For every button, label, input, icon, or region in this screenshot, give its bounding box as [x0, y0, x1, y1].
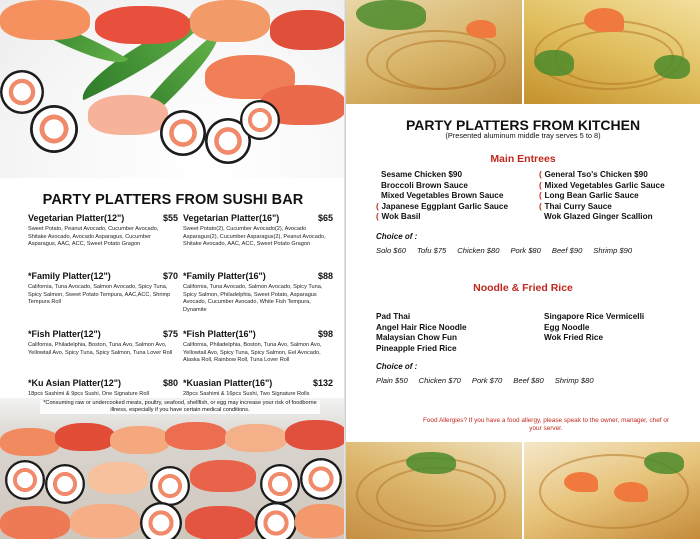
noodle-dish-photo-bottom-right: [524, 442, 700, 539]
dish-item: Broccoli Brown Sauce: [381, 180, 468, 190]
pepper-icon: (: [376, 212, 379, 222]
price-option: Shrimp $90: [593, 246, 633, 255]
platter-price: $80: [162, 378, 178, 388]
platter-name: *Fish Platter(12"): [28, 329, 101, 339]
sushi-bar-page: [0, 0, 346, 539]
platter-item: [183, 378, 333, 399]
platter-name: *Kuasian Platter(16"): [183, 378, 273, 388]
platter-price: $132: [312, 378, 333, 388]
dish-item: Egg Noodle: [544, 322, 590, 332]
sushi-bar-title: PARTY PLATTERS FROM SUSHI BAR: [42, 192, 304, 208]
platter-description: Sweet Potato(2), Cucumber Avocado(2), Avocado Asparagus(2), Cucumber Asparagus(2), Peanut Avocado, Shitake Avocado, AAC, ACC, Sweet Potato Gragon: [183, 226, 326, 248]
dish-item: Singapore Rice Vermicelli: [544, 312, 645, 321]
dish-item: Wok Glazed Ginger Scallion: [544, 212, 653, 222]
platter-description: 28pcs Sashimi & 16pcs Sushi, Two Signature Rolls: [183, 391, 310, 397]
kitchen-subtitle: (Presented aluminum middle tray serves 5 to 8): [445, 131, 601, 140]
pepper-icon: (: [539, 201, 542, 211]
kitchen-title: PARTY PLATTERS FROM KITCHEN: [405, 117, 641, 133]
price-option: Pork $70: [471, 376, 503, 385]
platter-item: [183, 271, 333, 324]
noodle-rice-left: [376, 312, 467, 354]
price-option: Chicken $70: [418, 376, 461, 385]
dish-item: Mixed Vegetables Brown Sauce: [381, 191, 504, 201]
platter-description: California, Tuna Avocado, Salmon Avocado, Spicy Tuna, Spicy Salmon, Sweet Potato Tempura, AAC,ACC, Shrimp Tempura Roll: [28, 284, 171, 306]
main-entrees-left: [376, 170, 508, 223]
platter-price: $98: [317, 329, 333, 339]
price-option: Plain $50: [376, 376, 408, 385]
main-entrees-heading: Main Entrees: [490, 153, 556, 165]
platter-description: Sweet Potato, Peanut Avocado, Cucumber Avocado, Shitake Avocado, Avocado Asparagus, Cucumber Asparagus, AAC, ACC, Sweet Potato Gragon: [28, 226, 159, 248]
platter-item: [183, 213, 333, 266]
sushi-column-right: [183, 213, 333, 404]
pepper-icon: (: [376, 201, 379, 211]
price-option: Tofu $75: [416, 246, 447, 255]
entree-choice-label: Choice of :: [376, 232, 418, 241]
platter-description: California, Tuna Avocado, Salmon Avocado, Spicy Tuna, Spicy Salmon, Philadelphia, Sweet Potato, Asparagus Avocado, Cucumber Avocado, White Fish Tempura, Dynamite: [183, 284, 323, 313]
dish-item: Angel Hair Rice Noodle: [376, 322, 467, 332]
platter-name: *Ku Asian Platter(12"): [28, 378, 121, 388]
platter-price: $88: [317, 271, 333, 281]
platter-price: $55: [162, 213, 178, 223]
platter-item: [28, 378, 178, 399]
sushi-platter-photo-bottom: [0, 398, 346, 539]
platter-name: *Family Platter(16"): [183, 271, 266, 281]
price-option: Pork $80: [510, 246, 541, 255]
platter-name: Vegetarian Platter(12"): [28, 213, 125, 223]
dish-item: Pad Thai: [376, 312, 411, 321]
price-option: Beef $90: [551, 246, 583, 255]
noodle-dish-photo-bottom-left: [346, 442, 522, 539]
noodle-dish-photo-top-right: [524, 0, 700, 104]
pepper-icon: (: [539, 170, 542, 179]
price-option: Beef $80: [513, 376, 544, 385]
platter-item: [183, 329, 333, 373]
platter-description: 18pcs Sashimi & 9pcs Sushi, One Signature Roll: [28, 391, 149, 397]
pepper-icon: (: [539, 180, 542, 190]
noodle-rice-heading: Noodle & Fried Rice: [473, 282, 573, 294]
platter-description: California, Philadelphia, Boston, Tuna Avo, Salmon Avo, Yellowtail Avo, Spicy Tuna, Spicy Salmon, Tuna Lover Roll: [28, 342, 173, 356]
sushi-platter-photo-top: [0, 0, 346, 178]
food-allergy-notice: Food Allergies? If you have a food allergy, please speak to the owner, manager, chef or your server.: [422, 417, 670, 433]
price-option: Solo $60: [376, 246, 406, 255]
noodle-choice-label: Choice of :: [376, 362, 418, 371]
platter-description: California, Philadelphia, Boston, Tuna Avo, Salmon Avo, Yellowtail Avo, Spicy Tuna, Spicy Salmon, Eel Avocado, Alaska Roll, Rainbow Roll, Tuna Lover Roll: [183, 342, 322, 364]
platter-item: [28, 213, 178, 266]
platter-item: [28, 271, 178, 324]
dish-item: Malaysian Chow Fun: [376, 333, 457, 343]
price-option: Shrimp $80: [554, 376, 594, 385]
dish-item: ( Long Bean Garlic Sauce: [539, 191, 639, 201]
entree-protein-prices: [376, 246, 643, 255]
kitchen-page: [346, 0, 700, 539]
platter-name: *Family Platter(12"): [28, 271, 111, 281]
dish-item: ( Mixed Vegetables Garlic Sauce: [539, 180, 665, 190]
noodle-dish-photo-top-left: [346, 0, 522, 104]
dish-item: Wok Fried Rice: [544, 333, 603, 343]
noodle-protein-prices: [376, 376, 605, 385]
sushi-column-left: [28, 213, 178, 404]
platter-price: $75: [162, 329, 178, 339]
dish-item: ( Japanese Eggplant Garlic Sauce: [376, 201, 509, 211]
dish-item: ( Wok Basil: [376, 212, 421, 222]
raw-food-warning: *Consuming raw or undercooked meats, poultry, seafood, shellfish, or egg may increase your risk of foodborne illness, especially if you have certain medical conditions.: [40, 400, 320, 414]
pepper-icon: (: [539, 191, 542, 201]
noodle-rice-right: [544, 312, 644, 344]
dish-item: Pineapple Fried Rice: [376, 343, 457, 353]
dish-item: ( Thai Curry Sauce: [539, 201, 612, 211]
dish-item: ( General Tso's Chicken $90: [539, 170, 648, 179]
platter-price: $70: [162, 271, 178, 281]
main-entrees-right: [539, 170, 665, 223]
platter-name: *Fish Platter(16"): [183, 329, 256, 339]
platter-item: [28, 329, 178, 373]
dish-item: Sesame Chicken $90: [381, 170, 463, 179]
platter-name: Vegetarian Platter(16"): [183, 213, 280, 223]
price-option: Chicken $80: [457, 246, 500, 255]
platter-price: $65: [317, 213, 333, 223]
